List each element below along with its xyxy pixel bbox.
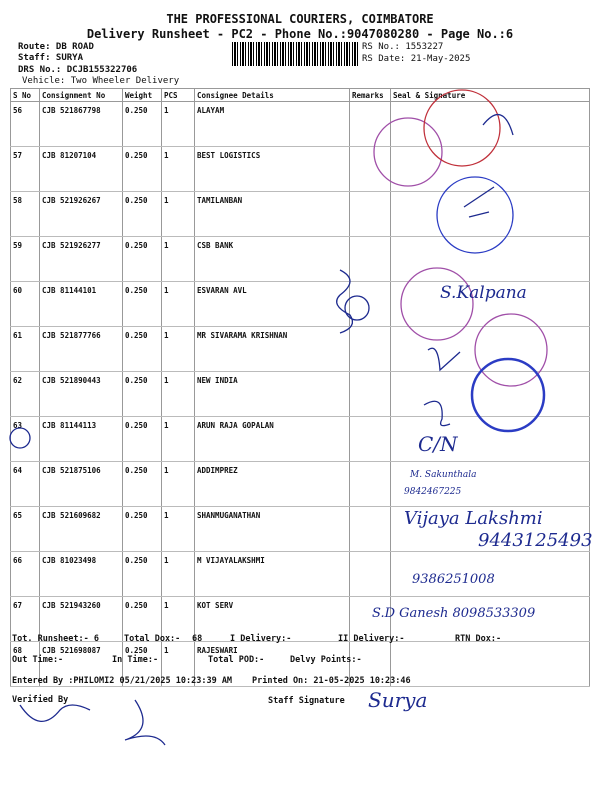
company-title: THE PROFESSIONAL COURIERS, COIMBATORE (166, 12, 434, 26)
cell-sno: 68 (11, 642, 40, 687)
cell-weight: 0.250 (123, 192, 162, 237)
cell-cno: CJB 521698087 (40, 642, 123, 687)
handwritten-sakunthala: M. Sakunthala (410, 470, 477, 480)
cell-weight: 0.250 (123, 462, 162, 507)
cell-sno: 62 (11, 372, 40, 417)
in-time-label: In Time:- (112, 655, 159, 665)
delivery-points-label: Delvy Points:- (290, 655, 362, 665)
route-label: Route: DB ROAD (18, 42, 94, 52)
cell-weight: 0.250 (123, 147, 162, 192)
handwritten-cn: C/N (418, 432, 458, 456)
seal-stamp-5 (475, 314, 547, 386)
cell-consignee: ALAYAM (195, 102, 350, 147)
cell-consignee: SHANMUGANATHAN (195, 507, 350, 552)
staff-signature-label: Staff Signature (268, 696, 345, 706)
ii-delivery-label: II Delivery:- (338, 634, 405, 644)
cell-consignee: CSB BANK (195, 237, 350, 282)
cell-pcs: 1 (162, 102, 195, 147)
cell-sno: 64 (11, 462, 40, 507)
cell-weight: 0.250 (123, 642, 162, 687)
cell-sno: 58 (11, 192, 40, 237)
col-consignment: Consignment No (40, 89, 123, 102)
handwritten-vijaya: Vijaya Lakshmi (404, 508, 543, 529)
cell-cno: CJB 81144113 (40, 417, 123, 462)
col-remarks: Remarks (350, 89, 391, 102)
cell-cno: CJB 521609682 (40, 507, 123, 552)
handwritten-phone-67: 9386251008 (412, 572, 495, 587)
cell-sno: 60 (11, 282, 40, 327)
total-pod-label: Total POD:- (208, 655, 265, 665)
cell-weight: 0.250 (123, 417, 162, 462)
cell-cno: CJB 521926277 (40, 237, 123, 282)
cell-sno: 67 (11, 597, 40, 642)
cell-sno: 59 (11, 237, 40, 282)
cell-consignee: ESVARAN AVL (195, 282, 350, 327)
cell-sno: 57 (11, 147, 40, 192)
cell-consignee: KOT SERV (195, 597, 350, 642)
signature-scribble (428, 348, 460, 370)
cell-consignee: M VIJAYALAKSHMI (195, 552, 350, 597)
cell-pcs: 1 (162, 642, 195, 687)
drs-number: DRS No.: DCJB155322706 (18, 65, 138, 75)
signature-scribble (464, 187, 494, 217)
cell-consignee: BEST LOGISTICS (195, 147, 350, 192)
col-pcs: PCS (162, 89, 195, 102)
cell-cno: CJB 521890443 (40, 372, 123, 417)
cell-pcs: 1 (162, 552, 195, 597)
cell-cno: CJB 81207104 (40, 147, 123, 192)
cell-cno: CJB 521867798 (40, 102, 123, 147)
cell-sno: 66 (11, 552, 40, 597)
cell-sno: 63 (11, 417, 40, 462)
cell-cno: CJB 521926267 (40, 192, 123, 237)
row-61-circle-mark (345, 296, 369, 320)
cell-sno: 65 (11, 507, 40, 552)
cell-cno: CJB 81144101 (40, 282, 123, 327)
cell-pcs: 1 (162, 192, 195, 237)
cell-pcs: 1 (162, 417, 195, 462)
cell-weight: 0.250 (123, 552, 162, 597)
seal-stamp-6 (472, 359, 544, 431)
handwritten-kalpana: S.Kalpana (440, 283, 527, 303)
cell-pcs: 1 (162, 462, 195, 507)
cell-sno: 56 (11, 102, 40, 147)
cell-pcs: 1 (162, 372, 195, 417)
row-64-circle-mark (10, 428, 30, 448)
col-weight: Weight (123, 89, 162, 102)
i-delivery-label: I Delivery:- (230, 634, 292, 644)
cell-pcs: 1 (162, 282, 195, 327)
runsheet-subtitle: Delivery Runsheet - PC2 - Phone No.:9047080280 - Page No.:6 (86, 27, 514, 41)
rs-number: RS No.: 1553227 (362, 42, 444, 52)
staff-signature-surya: Surya (368, 688, 428, 712)
cell-consignee: RAJESWARI (195, 642, 350, 687)
cell-weight: 0.250 (123, 372, 162, 417)
verified-by-label: Verified By (12, 695, 69, 705)
cell-pcs: 1 (162, 507, 195, 552)
cell-consignee: NEW INDIA (195, 372, 350, 417)
col-consignee: Consignee Details (195, 89, 350, 102)
cell-weight: 0.250 (123, 507, 162, 552)
cell-pcs: 1 (162, 597, 195, 642)
cell-pcs: 1 (162, 327, 195, 372)
entered-by: Entered By :PHILOMI2 05/21/2025 10:23:39 AM (12, 676, 233, 686)
total-dox-value: 68 (192, 634, 203, 644)
total-dox-label: Total Dox:- (124, 634, 181, 644)
col-seal-signature: Seal & Signature (391, 89, 590, 102)
cell-cno: CJB 521875106 (40, 462, 123, 507)
out-time-label: Out Time:- (12, 655, 64, 665)
total-runsheet: Tot. Runsheet:- 6 (12, 634, 99, 644)
vehicle-label: Vehicle: Two Wheeler Delivery (22, 76, 180, 86)
cell-weight: 0.250 (123, 597, 162, 642)
handwritten-phone-65: 9842467225 (404, 487, 462, 497)
cell-pcs: 1 (162, 237, 195, 282)
rs-date: RS Date: 21-May-2025 (362, 54, 471, 64)
cell-consignee: ARUN RAJA GOPALAN (195, 417, 350, 462)
staff-label: Staff: SURYA (18, 53, 84, 63)
cell-weight: 0.250 (123, 282, 162, 327)
cell-cno: CJB 81023498 (40, 552, 123, 597)
cell-consignee: TAMILANBAN (195, 192, 350, 237)
signature-scribble (337, 270, 353, 333)
printed-on: Printed On: 21-05-2025 10:23:46 (252, 676, 411, 686)
cell-sno: 61 (11, 327, 40, 372)
cell-cno: CJB 521877766 (40, 327, 123, 372)
cell-pcs: 1 (162, 147, 195, 192)
cell-consignee: MR SIVARAMA KRISHNAN (195, 327, 350, 372)
cell-weight: 0.250 (123, 237, 162, 282)
seal-stamp-2 (424, 90, 500, 166)
signature-scribble (424, 401, 450, 425)
handwritten-phone-66: 9443125493 (478, 530, 593, 551)
cell-weight: 0.250 (123, 327, 162, 372)
handwritten-phone-68: S.D Ganesh 8098533309 (372, 606, 536, 621)
rtn-dox-label: RTN Dox:- (455, 634, 502, 644)
cell-cno: CJB 521943260 (40, 597, 123, 642)
cell-consignee: ADDIMPREZ (195, 462, 350, 507)
verified-signature-scribble (20, 700, 165, 745)
seal-stamp-4 (401, 268, 473, 340)
cell-weight: 0.250 (123, 102, 162, 147)
col-sno: S No (11, 89, 40, 102)
